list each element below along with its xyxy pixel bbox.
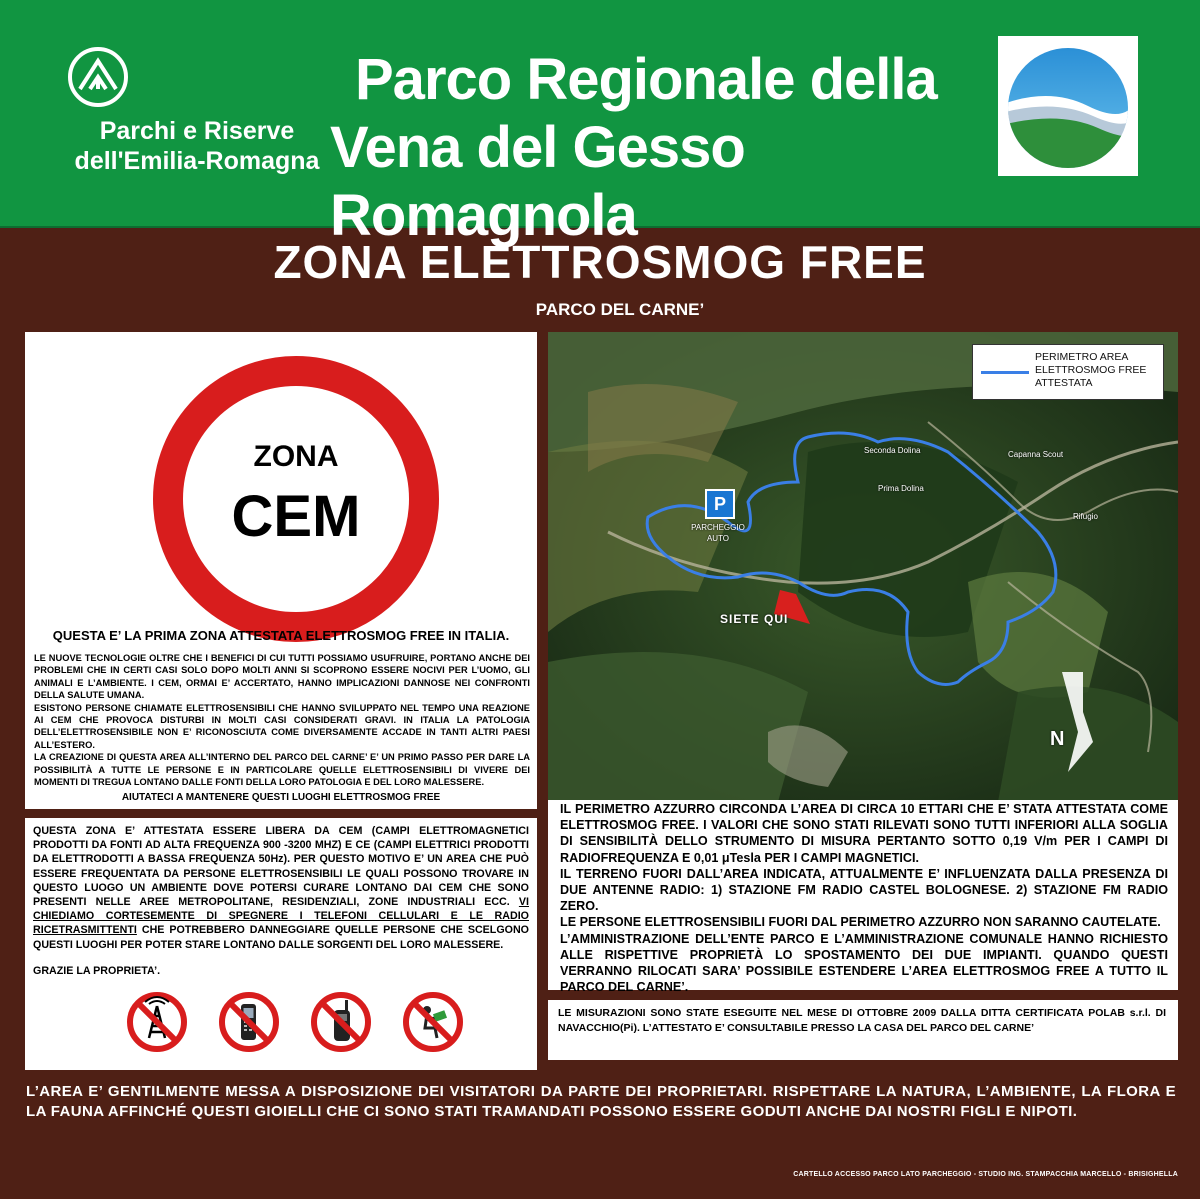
perimeter-body (560, 801, 1168, 995)
no-cellphone-icon (217, 990, 281, 1054)
cem-paragraph-3: LA CREAZIONE DI QUESTA AREA ALL’INTERNO DEL PARCO DEL CARNE’ E’ UN PRIMO PASSO PER DARE LA POSSIBILITÀ A TUTTE LE PERSONE E IN PARTICOLARE QUELLE ELETTROSENSIBILI DI VIVERE DEI MOMENTI DI TREGUA LONTANO DALLE FONTI DELLA LORO PATOLOGIA E DEL LORO MALESSERE. (34, 752, 530, 788)
parchi-logo-icon (66, 45, 130, 109)
parking-label: PARCHEGGIO AUTO (691, 523, 745, 543)
park-title-line-1: Parco Regionale della (355, 47, 937, 112)
aerial-map (548, 332, 1178, 802)
zone-panel (25, 818, 537, 1070)
main-title: ZONA ELETTROSMOG FREE (273, 236, 927, 288)
zone-text-before: QUESTA ZONA E’ ATTESTATA ESSERE LIBERA DA CEM (CAMPI ELETTROMAGNETICI PRODOTTI DA FONTI AD ALTA FREQUENZA 900 -3200 MHZ) E CE (CAMPI ELETTRICI PRODOTTI DA ELETTRODOTTI A BASSA FREQUENZA 50Hz). PER QUESTO MOTIVO E’ UN AREA CHE PUÒ ESSERE FREQUENTATA DA PERSONE ELETTROSENSIBILI LE QUALI POSSONO TROVARE IN QUESTO LUOGO UN AMBIENTE DOVE POTERSI CURARE LONTANO DAI CEM CHE SONO PRESENTI NELLE AREE METROPOLITANE, RESIDENZIALI, ZONE INDUSTRIALI ECC. (33, 825, 529, 909)
zone-text-after: CHE POTREBBERO DANNEGGIARE QUELLE PERSONE CHE SCELGONO QUESTI LUOGHI PER POTER STARE LONTANO DALLE SORGENTI DEL LORO MALESSERE. (33, 924, 529, 951)
credits: CARTELLO ACCESSO PARCO LATO PARCHEGGIO - STUDIO ING. STAMPACCHIA MARCELLO - BRISIGHELLA (793, 1171, 1178, 1178)
sign-word-1: ZONA (253, 440, 339, 473)
cem-footer: AIUTATECI A MANTENERE QUESTI LUOGHI ELETTROSMOG FREE (121, 792, 441, 803)
map-legend (972, 344, 1164, 400)
park-title-line-2: Vena del Gesso Romagnola (330, 115, 745, 248)
cem-headline: QUESTA E’ LA PRIMA ZONA ATTESTATA ELETTROSMOG FREE IN ITALIA. (52, 628, 510, 643)
perimeter-p1-mu: μ (721, 850, 730, 865)
zona-cem-sign-icon (151, 354, 441, 644)
perimeter-paragraph-3: LE PERSONE ELETTROSENSIBILI FUORI DAL PERIMETRO AZZURRO NON SARANNO CAUTELATE. (560, 915, 1161, 930)
map-place-1: Seconda Dolina (864, 446, 921, 455)
zone-body (33, 824, 529, 978)
map-place-3: Capanna Scout (1008, 450, 1064, 459)
perimeter-panel (548, 800, 1178, 995)
prohibition-icons (125, 990, 465, 1056)
sign-word-2: CEM (231, 484, 361, 549)
perimeter-paragraph-4: L’AMMINISTRAZIONE DELL’ENTE PARCO E L’AMMINISTRAZIONE COMUNALE HANNO RICHIESTO ALLE RISPETTIVE PROPRIETÀ LO SPOSTAMENTO DEI DUE IMPIANTI. QUANDO QUESTI VERRANNO RILOCATI SARA’ POSSIBILE ESTENDERE L’AREA ELETTROSMOG FREE A TUTTO IL PARCO DEL CARNE’. (560, 931, 1168, 995)
legend-line (981, 371, 1029, 374)
no-antenna-icon (125, 990, 189, 1054)
header-band (0, 0, 1200, 248)
zone-thanks: GRAZIE LA PROPRIETA’. (33, 964, 161, 977)
map-place-2: Prima Dolina (878, 484, 924, 493)
cem-paragraph-2: ESISTONO PERSONE CHIAMATE ELETTROSENSIBILI CHE HANNO SVILUPPATO NEL TEMPO UNA REAZIONE AI CEM CHE PROVOCA DISTURBI IN MOLTI CASI CONSIDERATI GRAVI. IN ITALIA LA PATOLOGIA DELL’ELETTROSENSIBILE NON E’ RICONOSCIUTA COME DIVERSAMENTE ACCADE IN TANTI ALTRI PAESI ALL’ESTERO. (34, 702, 530, 750)
park-title (330, 46, 980, 250)
perimeter-p1-after: Tesla PER I CAMPI MAGNETICI. (729, 850, 920, 865)
perimeter-p1-before: IL PERIMETRO AZZURRO CIRCONDA L’AREA DI CIRCA 10 ETTARI CHE E’ STATA ATTESTATA COME ELETTROSMOG FREE. I VALORI CHE SONO STATI RILEVATI SONO TUTTI INFERIORI ALLA SOGLIA DI SENSIBILITÀ DELLO STRUMENTO DI MISURA PERTANTO SOTTO 0,19 V/m PER I CAMPI DI RADIOFREQUENZA E 0,01 (560, 802, 1168, 865)
no-radio-icon (309, 990, 373, 1054)
bottom-text: L’AREA E’ GENTILMENTE MESSA A DISPOSIZIONE DEI VISITATORI DA PARTE DEI PROPRIETARI. RISPETTARE LA NATURA, L’AMBIENTE, LA FLORA E LA FAUNA AFFINCHÉ QUESTI GIOIELLI CHE CI SONO STATI TRAMANDATI POSSONO ESSERE GODUTI ANCHE DAI NOSTRI FIGLI E NIPOTI. (26, 1083, 1176, 1120)
org-name (52, 116, 342, 176)
perimeter-paragraph-1 (560, 801, 1168, 866)
parking-sign: P (705, 489, 735, 519)
map-place-4: Rifugio (1073, 512, 1098, 521)
north-letter: N (1050, 728, 1065, 750)
map-image (548, 332, 1178, 802)
measurements-text: LE MISURAZIONI SONO STATE ESEGUITE NEL MESE DI OTTOBRE 2009 DALLA DITTA CERTIFICATA POLAB s.r.l. DI NAVACCHIO(Pi). L’ATTESTATO E’ CONSULTABILE PRESSO LA CASA DEL PARCO DEL CARNE’ (558, 1007, 1166, 1034)
cem-paragraph-1: LE NUOVE TECNOLOGIE OLTRE CHE I BENEFICI DI CUI TUTTI POSSIAMO USUFRUIRE, PORTANO ANCHE DEI PROBLEMI CHE IN CERTI CASI SOLO DOPO MOLTI ANNI SI SCOPRONO ESSERE NOCIVI PER L’UOMO, GLI ANIMALI E L’AMBIENTE. I CEM, ORMAI E’ ACCERTATO, HANNO IMPLICAZIONI DANNOSE NEI CONFRONTI DELLA SALUTE UMANA. (34, 653, 530, 701)
vena-del-gesso-logo-icon (998, 36, 1138, 176)
cem-panel (25, 332, 537, 809)
legend-text: PERIMETRO AREA ELETTROSMOG FREE ATTESTATA (1035, 351, 1147, 389)
org-line-2: dell'Emilia-Romagna (74, 147, 320, 175)
subtitle: PARCO DEL CARNE’ (535, 300, 705, 319)
org-line-1: Parchi e Riserve (99, 117, 295, 145)
perimeter-paragraph-2: IL TERRENO FUORI DALL’AREA INDICATA, ATTUALMENTE E’ INFLUENZATA DALLA PRESENZA DI DUE ANTENNE RADIO: 1) STAZIONE FM RADIO CASTEL BOLOGNESE. 2) STAZIONE FM RADIO ZERO. (560, 866, 1168, 914)
no-laptop-icon (401, 990, 465, 1054)
zone-text-underlined: VI CHIEDIAMO CORTESEMENTE DI SPEGNERE I TELEFONI CELLULARI E LE RADIO RICETRASMITTENTI (33, 896, 529, 937)
measurements-panel (548, 1000, 1178, 1060)
cem-body (34, 652, 530, 788)
you-are-here-label: SIETE QUI (720, 612, 789, 626)
